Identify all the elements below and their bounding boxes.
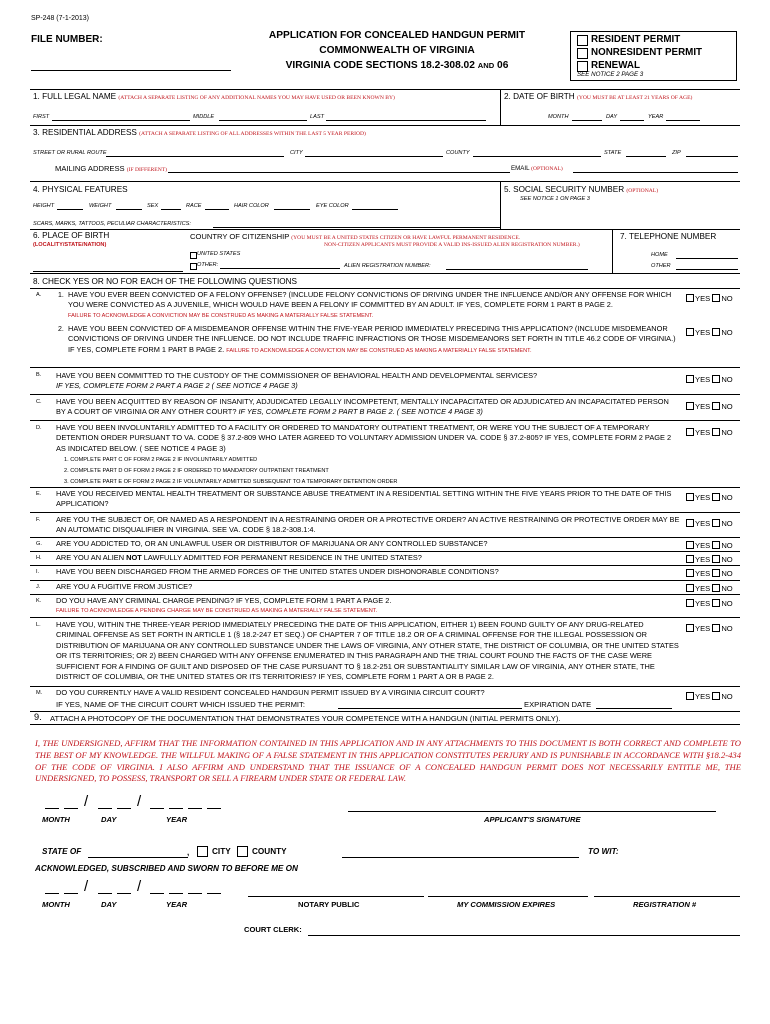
height-label: HEIGHT [33, 203, 55, 209]
section9-number: 9. [34, 712, 42, 722]
question-e-yes-checkbox[interactable] [686, 493, 694, 501]
question-i-letter: I. [36, 569, 40, 575]
question-f: ARE YOU THE SUBJECT OF, OR NAMED AS A RESPONDENT IN A RESTRAINING ORDER OR A PROTECTIVE ORDER? AN ACTIVE RESTRAINING OR PROTECTIVE ORDER MAY BE AN AUTOMATIC DISQUALIFIER IN VIRGINIA. SEE VA. CODE § 18.2-308.1:4. [56, 515, 680, 535]
grid-line [30, 617, 740, 618]
scars-label: SCARS, MARKS, TATTOOS, PECULIAR CHARACTERISTICS: [33, 221, 191, 227]
grid-line [30, 487, 740, 488]
ssn-label: 5. SOCIAL SECURITY NUMBER (OPTIONAL) [504, 185, 659, 194]
place-of-birth-label: 6. PLACE OF BIRTH [33, 231, 110, 240]
other-phone-label: OTHER [651, 263, 671, 269]
expiration-date-label: EXPIRATION DATE [524, 700, 592, 709]
question-j-letter: J. [36, 584, 41, 590]
yes-label: YES [695, 555, 711, 564]
weight-field[interactable] [116, 209, 142, 210]
commission-expires-label: MY COMMISSION EXPIRES [457, 900, 556, 909]
affirmation-statement: I, THE UNDERSIGNED, AFFIRM THAT THE INFORMATION CONTAINED IN THIS APPLICATION AND IN ANY ATTACHMENTS TO THIS DOCUMENT IS BOTH CORRECT AND COMPLETE TO THE BEST OF MY KNOWLEDGE. THE WILLFUL MAKING OF A FALSE STATEMENT IN THIS APPLICATION CONSTITUTES PERJURY AND IS PUNISHABLE IN ACCORDANCE WITH §18.2-434 OF THE CODE OF VIRGINIA. I ALSO AFFIRM AND UNDERSTAND THAT THE ISSUANCE OF A CONCEALED HANDGUN PERMIT DOES NOT NECESSARILY ENTITLE ME, THE UNDERSIGNED, TO POSSESS, TRANSPORT OR SELL A FIREARM UNDER STATE OR FEDERAL LAW. [35, 738, 741, 784]
sign-date-year-digit[interactable] [169, 808, 183, 809]
notary-date-month-digit[interactable] [45, 893, 59, 894]
yes-label: YES [695, 328, 711, 337]
grid-line [30, 181, 740, 182]
yes-label: YES [695, 294, 711, 303]
question-j-yes-checkbox[interactable] [686, 584, 694, 592]
question-c-yes-checkbox[interactable] [686, 402, 694, 410]
race-field[interactable] [205, 209, 229, 210]
file-number-label: FILE NUMBER: [31, 34, 103, 45]
question-i-no-checkbox[interactable] [712, 569, 720, 577]
last-name-label: LAST [310, 114, 324, 120]
no-label: NO [721, 375, 733, 384]
yes-label: YES [695, 402, 711, 411]
question-m-answer [686, 692, 733, 701]
form-id: SP-248 (7-1-2013) [31, 15, 89, 22]
grid-line [612, 229, 613, 273]
question-a1: HAVE YOU EVER BEEN CONVICTED OF A FELONY OFFENSE? (INCLUDE FELONY CONVICTIONS OF DRIVING UNDER THE INFLUENCE AND/OR ANY OFFENSE FOR WHICH YOU WERE CONVICTED AS A JUVENILE, WHICH WOULD HAVE BEEN A FELONY IF COMMITTED BY AN ADULT. IF YES, COMPLETE FORM 1 PART B PAGE 2. FAILURE TO ACKNOWLEDGE A CONVICTION MAY BE CONSTRUED AS MAKING A MATERIALLY FALSE STATEMENT. [68, 290, 680, 321]
grid-line [30, 686, 740, 687]
grid-line [500, 181, 501, 229]
section8-label: 8. CHECK YES OR NO FOR EACH OF THE FOLLOWING QUESTIONS [33, 277, 298, 286]
notary-month-label: MONTH [42, 900, 70, 909]
first-name-field[interactable] [52, 120, 190, 121]
zip-field[interactable] [686, 156, 738, 157]
question-d-answer [686, 428, 733, 437]
date-slash: / [137, 793, 142, 810]
grid-line [30, 89, 740, 90]
yes-label: YES [695, 428, 711, 437]
circuit-court-field[interactable] [338, 708, 522, 709]
question-a2-warning: FAILURE TO ACKNOWLEDGE A CONVICTION MAY BE CONSTRUED AS MAKING A MATERIALLY FALSE STATEMENT. [226, 347, 532, 354]
county-label: COUNTY [446, 150, 470, 156]
eye-color-label: EYE COLOR [316, 203, 349, 209]
question-m-court-label: IF YES, NAME OF THE CIRCUIT COURT WHICH ISSUED THE PERMIT: [56, 700, 305, 709]
question-b-letter: B. [36, 372, 42, 378]
county-checkbox[interactable] [237, 846, 248, 857]
court-clerk-label: COURT CLERK: [244, 925, 302, 934]
no-label: NO [721, 294, 733, 303]
question-a1-yes-checkbox[interactable] [686, 294, 694, 302]
notary-public-field[interactable] [248, 896, 424, 897]
question-k-warning: FAILURE TO ACKNOWLEDGE A PENDING CHARGE MAY BE CONSTRUED AS MAKING A MATERIALLY FALSE STATEMENT. [56, 608, 378, 615]
yes-label: YES [695, 599, 711, 608]
race-label: RACE [186, 203, 202, 209]
question-l-letter: L. [36, 622, 41, 628]
state-comma: , [187, 848, 190, 857]
residential-address-label: 3. RESIDENTIAL ADDRESS (ATTACH A SEPARATE LISTING OF ALL ADDRESSES WITHIN THE LAST 5 YEAR PERIOD) [33, 128, 366, 137]
grid-line [30, 288, 740, 289]
question-k-letter: K. [36, 598, 42, 604]
question-a2-no-checkbox[interactable] [712, 328, 720, 336]
yes-label: YES [695, 375, 711, 384]
code-and: AND [477, 61, 495, 70]
alien-registration-label: ALIEN REGISTRATION NUMBER: [344, 263, 431, 269]
question-j-no-checkbox[interactable] [712, 584, 720, 592]
nonresident-permit-label: NONRESIDENT PERMIT [591, 47, 703, 58]
no-label: NO [721, 584, 733, 593]
date-slash: / [84, 793, 89, 810]
city-field[interactable] [305, 156, 443, 157]
zip-label: ZIP [672, 150, 681, 156]
question-g-yes-checkbox[interactable] [686, 541, 694, 549]
place-of-birth-sub: (LOCALITY/STATE/NATION) [33, 242, 107, 248]
see-notice-1: SEE NOTICE 1 ON PAGE 3 [520, 196, 590, 202]
question-k-yes-checkbox[interactable] [686, 599, 694, 607]
grid-line [30, 512, 740, 513]
hair-color-field[interactable] [274, 209, 310, 210]
grid-line [30, 711, 740, 712]
no-label: NO [721, 555, 733, 564]
no-label: NO [721, 519, 733, 528]
grid-line [30, 125, 740, 126]
sign-date-year-digit[interactable] [150, 808, 164, 809]
question-h-letter: H. [36, 555, 42, 561]
acknowledged-label: ACKNOWLEDGED, SUBSCRIBED AND SWORN TO BEFORE ME ON [35, 864, 298, 873]
other-country-checkbox[interactable] [190, 263, 197, 270]
date-slash: / [137, 878, 142, 895]
question-c-letter: C. [36, 399, 42, 405]
question-d: HAVE YOU BEEN INVOLUNTARILY ADMITTED TO A FACILITY OR ORDERED TO MANDATORY OUTPATIENT TREATMENT, OR WERE YOU THE SUBJECT OF A TEMPORARY DETENTION ORDER PURSUANT TO VA. CODE § 37.2-809 WHO LATER AGREED TO VOLUNTARY ADMISSION UNDER VA. CODE § 37.2-805? IF YES, COMPLETE FORM 2 PAGE 2 AS INDICATED BELOW. ( SEE NOTICE 4 PAGE 3) [56, 423, 672, 453]
dob-year-label: YEAR [648, 114, 664, 120]
grid-line [500, 89, 501, 125]
no-label: NO [721, 624, 733, 633]
sign-date-day-digit[interactable] [98, 808, 112, 809]
state-of-field[interactable] [88, 857, 188, 858]
question-a1-warning: FAILURE TO ACKNOWLEDGE A CONVICTION MAY BE CONSTRUED AS MAKING A MATERIALLY FALSE STATEMENT. [68, 312, 374, 319]
united-states-label: UNITED STATES [197, 251, 241, 257]
dob-month-field[interactable] [572, 120, 602, 121]
commission-expires-field[interactable] [428, 896, 588, 897]
citizenship-note: NON-CITIZEN APPLICANTS MUST PROVIDE A VALID INS-ISSUED ALIEN REGISTRATION NUMBER.) [324, 242, 580, 248]
question-i-yes-checkbox[interactable] [686, 569, 694, 577]
city-label: CITY [290, 150, 303, 156]
question-l: HAVE YOU, WITHIN THE THREE-YEAR PERIOD IMMEDIATELY PRECEDING THE DATE OF THIS APPLICATION, EITHER 1) BEEN FOUND GUILTY OF ANY DRUG-RELATED CRIMINAL OFFENSE AS SET FORTH IN ARTICLE 1 (§ 18.2-247 ET SEQ.) OF CHAPTER 7 OF TITLE 18.2 OR OF A CRIMINAL OFFENSE FOR THE ILLEGAL POSSESSION OR DISTRIBUTION OF MARIJUANA OR ANY CONTROLLED SUBSTANCE UNDER THE LAWS OF VIRGINIA, ANY OTHER STATE, THE DISTRICT OF COLUMBIA, OR THE UNITED STATES OR ITS TERRITORIES; OR 2) BEEN CHARGED WITH ANY OFFENSE ENUMERATED IN THIS PARAGRAPH AND THE TRIAL COURT FOUND THE FACTS OF THE CASE WERE SUFFICIENT FOR A FINDING OF GUILT AND DISPOSED OF THE CASE PURSUANT TO § 18.2-251 OR SUBSTANTIALITY SIMILAR LAW OF VIRGINIA, ANY OTHER STATE, THE DISTRICT OF COLUMBIA, OR THE UNITED STATES OR ITS TERRITORIES? IF YES, COMPLETE FORM 1 PART A OR B PAGE 2. [56, 620, 679, 682]
question-f-answer [686, 519, 733, 528]
city-checkbox[interactable] [197, 846, 208, 857]
no-label: NO [721, 692, 733, 701]
state-label: STATE [604, 150, 622, 156]
sign-date-day-digit[interactable] [117, 808, 131, 809]
citizenship-label: COUNTRY OF CITIZENSHIP (YOU MUST BE A UNITED STATES CITIZEN OR HAVE LAWFUL PERMANENT RESIDENCE. [190, 232, 521, 241]
form-subtitle-commonwealth: COMMONWEALTH OF VIRGINIA [319, 45, 475, 56]
applicant-signature-label: APPLICANT'S SIGNATURE [484, 815, 581, 824]
question-b-answer [686, 375, 733, 384]
question-k-no-checkbox[interactable] [712, 599, 720, 607]
state-of-label: STATE OF [42, 847, 82, 856]
county-field[interactable] [473, 156, 601, 157]
full-legal-name-label: 1. FULL LEGAL NAME (ATTACH A SEPARATE LISTING OF ANY ADDITIONAL NAMES YOU MAY HAVE USED OR BEEN KNOWN BY) [33, 92, 395, 101]
question-m-no-checkbox[interactable] [712, 692, 720, 700]
grid-line [30, 580, 740, 581]
yes-label: YES [695, 541, 711, 550]
sign-year-label: YEAR [166, 815, 188, 824]
applicant-signature-field[interactable] [348, 811, 716, 812]
sign-day-label: DAY [101, 815, 117, 824]
alien-registration-field[interactable] [446, 269, 588, 270]
question-d-letter: D. [36, 425, 42, 431]
to-wit-label: TO WIT: [588, 847, 619, 856]
question-a2-num: 2. [58, 326, 64, 333]
question-l-no-checkbox[interactable] [712, 624, 720, 632]
no-label: NO [721, 428, 733, 437]
telephone-label: 7. TELEPHONE NUMBER [620, 232, 717, 241]
resident-permit-label: RESIDENT PERMIT [591, 34, 681, 45]
question-m-letter: M. [36, 690, 43, 696]
city-option-label: CITY [212, 847, 231, 856]
middle-name-field[interactable] [219, 120, 307, 121]
first-name-label: FIRST [33, 114, 50, 120]
sign-date-year-digit[interactable] [188, 808, 202, 809]
question-l-answer [686, 624, 733, 633]
yes-label: YES [695, 692, 711, 701]
email-label: EMAIL (OPTIONAL) [511, 165, 563, 172]
question-g-no-checkbox[interactable] [712, 541, 720, 549]
code-06: 06 [497, 60, 509, 71]
question-h: ARE YOU AN ALIEN NOT LAWFULLY ADMITTED FOR PERMANENT RESIDENCE IN THE UNITED STATES? [56, 553, 422, 562]
question-d-yes-checkbox[interactable] [686, 428, 694, 436]
registration-label: REGISTRATION # [633, 900, 697, 909]
email-field[interactable] [573, 172, 738, 173]
question-a2: HAVE YOU BEEN CONVICTED OF A MISDEMEANOR OFFENSE WITHIN THE FIVE-YEAR PERIOD IMMEDIATELY PRECEDING THIS APPLICATION? (INCLUDE MISDEMEANOR CONVICTIONS OF DRIVING UNDER THE INFLUENCE. DO NOT INCLUDE TRAFFIC INFRACTIONS OR THOSE MISDEMEANORS SET FORTH IN TITLE 46.2 CODE OF VIRGINIA.) IF YES, COMPLETE FORM 1 PART B PAGE 2. FAILURE TO ACKNOWLEDGE A CONVICTION MAY BE CONSTRUED AS MAKING A MATERIALLY FALSE STATEMENT. [68, 324, 676, 354]
no-label: NO [721, 569, 733, 578]
question-h-no-checkbox[interactable] [712, 555, 720, 563]
date-of-birth-label: 2. DATE OF BIRTH (YOU MUST BE AT LEAST 21 YEARS OF AGE) [504, 92, 693, 101]
weight-label: WEIGHT [89, 203, 112, 209]
notary-day-label: DAY [101, 900, 117, 909]
question-j-answer [686, 584, 733, 593]
other-phone-field[interactable] [676, 269, 738, 270]
question-d-sub-1: 1. COMPLETE PART C OF FORM 2 PAGE 2 IF INVOLUNTARILY ADMITTED [64, 457, 258, 463]
question-e-answer [686, 493, 733, 502]
notary-date-year-digit[interactable] [188, 893, 202, 894]
question-e-letter: E. [36, 491, 42, 497]
no-label: NO [721, 541, 733, 550]
question-d-sub-3: 3. COMPLETE PART E OF FORM 2 PAGE 2 IF VOLUNTARILY ADMITTED SUBSEQUENT TO A TEMPORARY DETENTION ORDER [64, 479, 398, 485]
sex-field[interactable] [161, 209, 181, 210]
home-phone-field[interactable] [676, 258, 738, 259]
scars-field[interactable] [213, 227, 500, 228]
notary-year-label: YEAR [166, 900, 188, 909]
registration-field[interactable] [594, 896, 740, 897]
sign-date-month-digit[interactable] [45, 808, 59, 809]
grid-line [30, 565, 740, 566]
renewal-label: RENEWAL [591, 60, 640, 71]
question-c-answer [686, 402, 733, 411]
state-field[interactable] [626, 156, 666, 157]
question-f-letter: F. [36, 517, 41, 523]
locality-field[interactable] [342, 857, 579, 858]
no-label: NO [721, 402, 733, 411]
question-g: ARE YOU ADDICTED TO, OR AN UNLAWFUL USER OR DISTRIBUTOR OF MARIJUANA OR ANY CONTROLLED SUBSTANCE? [56, 539, 488, 548]
yes-label: YES [695, 584, 711, 593]
notary-date-year-digit[interactable] [169, 893, 183, 894]
section9-text: ATTACH A PHOTOCOPY OF THE DOCUMENTATION THAT DEMONSTRATES YOUR COMPETENCE WITH A HANDGUN (INITIAL PERMITS ONLY). [50, 714, 561, 723]
question-a1-no-checkbox[interactable] [712, 294, 720, 302]
yes-label: YES [695, 624, 711, 633]
question-e: HAVE YOU RECEIVED MENTAL HEALTH TREATMENT OR SUBSTANCE ABUSE TREATMENT IN A RESIDENTIAL SETTING WITHIN THE FIVE YEARS PRIOR TO THE DATE OF THIS APPLICATION? [56, 489, 672, 509]
dob-day-field[interactable] [620, 120, 644, 121]
see-notice-2: SEE NOTICE 2 PAGE 3 [577, 71, 644, 78]
grid-line [30, 367, 740, 368]
other-country-label: OTHER: [197, 262, 219, 268]
middle-name-label: MIDDLE [193, 114, 215, 120]
hair-color-label: HAIR COLOR [234, 203, 269, 209]
question-k: DO YOU HAVE ANY CRIMINAL CHARGE PENDING? IF YES, COMPLETE FORM 1 PART A PAGE 2. FAILURE TO ACKNOWLEDGE A PENDING CHARGE MAY BE CONSTRUED AS MAKING A MATERIALLY FALSE STATEMENT. [56, 596, 680, 617]
no-label: NO [721, 599, 733, 608]
notary-public-label: NOTARY PUBLIC [298, 900, 360, 909]
question-b: HAVE YOU BEEN COMMITTED TO THE CUSTODY OF THE COMMISSIONER OF BEHAVIORAL HEALTH AND DEVELOPMENTAL SERVICES? IF YES, COMPLETE FORM 2 PART A PAGE 2 ( SEE NOTICE 4 PAGE 3) [56, 371, 538, 391]
yes-label: YES [695, 569, 711, 578]
dob-year-field[interactable] [666, 120, 700, 121]
question-e-no-checkbox[interactable] [712, 493, 720, 501]
question-a-letter: A. [36, 292, 42, 298]
eye-color-field[interactable] [352, 209, 398, 210]
notary-date-day-digit[interactable] [117, 893, 131, 894]
question-j: ARE YOU A FUGITIVE FROM JUSTICE? [56, 582, 193, 591]
grid-line [30, 420, 740, 421]
question-d-sub-2: 2. COMPLETE PART D OF FORM 2 PAGE 2 IF ORDERED TO MANDATORY OUTPATIENT TREATMENT [64, 468, 329, 474]
question-l-yes-checkbox[interactable] [686, 624, 694, 632]
question-a2-answer [686, 328, 733, 337]
file-number-field[interactable] [31, 70, 231, 71]
question-a1-num: 1. [58, 292, 64, 299]
question-i-answer [686, 569, 733, 578]
nonresident-permit-checkbox[interactable] [577, 48, 588, 59]
question-a1-answer [686, 294, 733, 303]
question-m: DO YOU CURRENTLY HAVE A VALID RESIDENT CONCEALED HANDGUN PERMIT ISSUED BY A VIRGINIA CIRCUIT COURT? [56, 688, 485, 697]
question-f-no-checkbox[interactable] [712, 519, 720, 527]
grid-line [30, 551, 740, 552]
question-g-letter: G. [36, 541, 42, 547]
code-sections: VIRGINIA CODE SECTIONS 18.2-308.02 [285, 60, 475, 71]
dob-month-label: MONTH [548, 114, 569, 120]
place-of-birth-field[interactable] [33, 271, 183, 272]
county-option-label: COUNTY [252, 847, 287, 856]
sign-date-year-digit[interactable] [207, 808, 221, 809]
yes-label: YES [695, 519, 711, 528]
expiration-date-field[interactable] [596, 708, 672, 709]
physical-features-label: 4. PHYSICAL FEATURES [33, 185, 128, 194]
resident-permit-checkbox[interactable] [577, 35, 588, 46]
question-m-yes-checkbox[interactable] [686, 692, 694, 700]
notary-date-year-digit[interactable] [150, 893, 164, 894]
grid-line [30, 229, 740, 230]
court-clerk-field[interactable] [308, 935, 740, 936]
street-label: STREET OR RURAL ROUTE [33, 150, 107, 156]
notary-date-year-digit[interactable] [207, 893, 221, 894]
mailing-address-label: MAILING ADDRESS (IF DIFFERENT) [55, 164, 168, 173]
form-title: APPLICATION FOR CONCEALED HANDGUN PERMIT [268, 30, 526, 41]
question-f-yes-checkbox[interactable] [686, 519, 694, 527]
sex-label: SEX [147, 203, 159, 209]
question-b-no-checkbox[interactable] [712, 375, 720, 383]
grid-line [30, 724, 740, 725]
question-h-yes-checkbox[interactable] [686, 555, 694, 563]
yes-label: YES [695, 493, 711, 502]
question-c-no-checkbox[interactable] [712, 402, 720, 410]
form-subtitle-code [252, 60, 542, 71]
question-i: HAVE YOU BEEN DISCHARGED FROM THE ARMED FORCES OF THE UNITED STATES UNDER DISHONORABLE CONDITIONS? [56, 567, 499, 576]
question-k-answer [686, 599, 733, 608]
grid-line [30, 394, 740, 395]
home-phone-label: HOME [651, 252, 668, 258]
grid-line [30, 273, 740, 274]
question-c: HAVE YOU BEEN ACQUITTED BY REASON OF INSANITY, ADJUDICATED LEGALLY INCOMPETENT, MENTALLY INCAPACITATED OR ADJUDICATED AN INCAPACITATED PERSON BY A COURT OF VIRGINIA OR ANY OTHER COURT? IF YES, COMPLETE FORM 2 PART B PAGE 2. ( SEE NOTICE 4 PAGE 3) [56, 397, 669, 417]
sign-date-month-digit[interactable] [64, 808, 78, 809]
date-slash: / [84, 878, 89, 895]
no-label: NO [721, 328, 733, 337]
height-field[interactable] [57, 209, 83, 210]
notary-date-month-digit[interactable] [64, 893, 78, 894]
other-country-field[interactable] [220, 268, 340, 269]
united-states-checkbox[interactable] [190, 252, 197, 259]
grid-line [30, 537, 740, 538]
sign-month-label: MONTH [42, 815, 70, 824]
question-g-answer [686, 541, 733, 550]
question-d-no-checkbox[interactable] [712, 428, 720, 436]
no-label: NO [721, 493, 733, 502]
notary-date-day-digit[interactable] [98, 893, 112, 894]
dob-day-label: DAY [606, 114, 618, 120]
last-name-field[interactable] [326, 120, 486, 121]
question-a2-yes-checkbox[interactable] [686, 328, 694, 336]
mailing-address-field[interactable] [168, 172, 510, 173]
question-h-answer [686, 555, 733, 564]
question-b-yes-checkbox[interactable] [686, 375, 694, 383]
street-field[interactable] [106, 156, 284, 157]
grid-line [30, 594, 740, 595]
